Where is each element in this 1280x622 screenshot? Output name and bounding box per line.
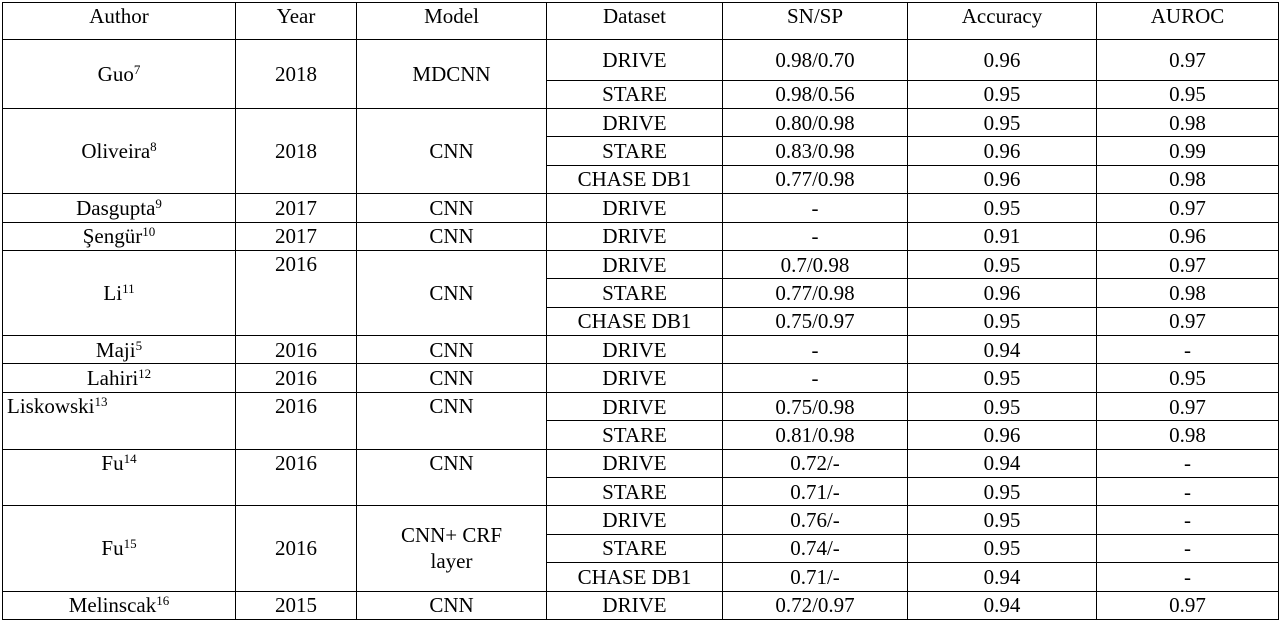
cell-dataset: STARE — [547, 80, 723, 108]
cell-year: 2017 — [236, 222, 357, 250]
author-ref: 12 — [138, 366, 152, 382]
cell-accuracy: 0.96 — [908, 137, 1097, 165]
cell-year: 2016 — [236, 449, 357, 506]
author-name: Fu — [101, 536, 124, 561]
author-name: Lahiri — [86, 366, 139, 391]
cell-sn-sp: 0.74/- — [723, 534, 908, 562]
cell-accuracy: 0.95 — [908, 534, 1097, 562]
cell-model: CNN — [357, 449, 547, 506]
cell-sn-sp: 0.75/0.98 — [723, 392, 908, 420]
cell-dataset: STARE — [547, 421, 723, 449]
cell-sn-sp: 0.76/- — [723, 506, 908, 534]
cell-auroc: 0.99 — [1097, 137, 1279, 165]
cell-accuracy: 0.95 — [908, 364, 1097, 392]
table-row — [3, 194, 1279, 222]
cell-author — [3, 364, 236, 392]
table-row — [3, 336, 1279, 364]
cell-year: 2018 — [236, 108, 357, 193]
cell-sn-sp: 0.77/0.98 — [723, 279, 908, 307]
cell-auroc: 0.96 — [1097, 222, 1279, 250]
cell-year: 2016 — [236, 506, 357, 591]
cell-dataset: CHASE DB1 — [547, 165, 723, 193]
cell-model: CNN — [357, 194, 547, 222]
cell-author — [3, 250, 236, 335]
cell-sn-sp: 0.72/- — [723, 449, 908, 477]
cell-accuracy: 0.95 — [908, 506, 1097, 534]
table-row — [3, 449, 1279, 477]
cell-sn-sp: 0.77/0.98 — [723, 165, 908, 193]
cell-year: 2017 — [236, 194, 357, 222]
author-name: Maji — [95, 337, 136, 362]
cell-year: 2016 — [236, 250, 357, 335]
author-ref: 10 — [142, 224, 156, 240]
cell-sn-sp: 0.80/0.98 — [723, 108, 908, 136]
cell-year: 2016 — [236, 392, 357, 449]
cell-auroc: 0.95 — [1097, 364, 1279, 392]
cell-accuracy: 0.94 — [908, 591, 1097, 619]
cell-sn-sp: 0.72/0.97 — [723, 591, 908, 619]
author-name: Fu — [101, 450, 124, 475]
cell-auroc: - — [1097, 478, 1279, 506]
author-ref: 14 — [123, 450, 137, 466]
table-row — [3, 392, 1279, 420]
cell-auroc: 0.97 — [1097, 392, 1279, 420]
cell-year: 2016 — [236, 364, 357, 392]
cell-accuracy: 0.95 — [908, 478, 1097, 506]
cell-dataset: DRIVE — [547, 108, 723, 136]
cell-dataset: STARE — [547, 534, 723, 562]
cell-model: CNN — [357, 364, 547, 392]
cell-sn-sp: 0.7/0.98 — [723, 250, 908, 278]
cell-author — [3, 449, 236, 506]
author-ref: 13 — [94, 393, 108, 409]
cell-sn-sp: 0.98/0.70 — [723, 40, 908, 81]
cell-author — [3, 222, 236, 250]
cell-accuracy: 0.94 — [908, 336, 1097, 364]
cell-accuracy: 0.96 — [908, 421, 1097, 449]
table-row — [3, 108, 1279, 136]
cell-accuracy: 0.95 — [908, 392, 1097, 420]
cell-auroc: - — [1097, 534, 1279, 562]
cell-year: 2018 — [236, 40, 357, 109]
cell-author — [3, 40, 236, 109]
cell-year: 2016 — [236, 336, 357, 364]
table-row — [3, 250, 1279, 278]
cell-auroc: 0.97 — [1097, 194, 1279, 222]
cell-dataset: DRIVE — [547, 194, 723, 222]
cell-author — [3, 392, 236, 449]
cell-accuracy: 0.91 — [908, 222, 1097, 250]
cell-dataset: DRIVE — [547, 336, 723, 364]
cell-dataset: CHASE DB1 — [547, 307, 723, 335]
cell-accuracy: 0.96 — [908, 165, 1097, 193]
cell-author — [3, 506, 236, 591]
author-ref: 7 — [133, 61, 141, 77]
cell-sn-sp: 0.75/0.97 — [723, 307, 908, 335]
cell-auroc: 0.98 — [1097, 108, 1279, 136]
header-auroc: AUROC — [1097, 3, 1279, 40]
table-row — [3, 364, 1279, 392]
cell-model: CNN — [357, 250, 547, 335]
cell-dataset: DRIVE — [547, 449, 723, 477]
author-name: Şengür — [82, 224, 143, 249]
cell-dataset: DRIVE — [547, 364, 723, 392]
header-model: Model — [357, 3, 547, 40]
cell-accuracy: 0.95 — [908, 108, 1097, 136]
cell-dataset: STARE — [547, 137, 723, 165]
table-row — [3, 222, 1279, 250]
cell-accuracy: 0.94 — [908, 449, 1097, 477]
cell-auroc: 0.97 — [1097, 307, 1279, 335]
cell-accuracy: 0.96 — [908, 40, 1097, 81]
author-ref: 16 — [156, 593, 170, 609]
cell-auroc: 0.98 — [1097, 279, 1279, 307]
cell-sn-sp: 0.81/0.98 — [723, 421, 908, 449]
cell-model: CNN — [357, 392, 547, 449]
cell-dataset: CHASE DB1 — [547, 563, 723, 591]
cell-accuracy: 0.95 — [908, 250, 1097, 278]
results-table — [2, 2, 1279, 620]
cell-model: CNN — [357, 222, 547, 250]
cell-accuracy: 0.96 — [908, 279, 1097, 307]
cell-accuracy: 0.95 — [908, 194, 1097, 222]
cell-model: CNN+ CRF layer — [357, 506, 547, 591]
cell-auroc: - — [1097, 563, 1279, 591]
cell-sn-sp: - — [723, 222, 908, 250]
author-ref: 8 — [150, 139, 157, 155]
cell-auroc: - — [1097, 336, 1279, 364]
cell-model: CNN — [357, 108, 547, 193]
cell-sn-sp: - — [723, 336, 908, 364]
header-dataset: Dataset — [547, 3, 723, 40]
author-name: Dasgupta — [76, 195, 156, 220]
cell-auroc: 0.97 — [1097, 591, 1279, 619]
cell-sn-sp: 0.98/0.56 — [723, 80, 908, 108]
header-author: Author — [3, 3, 236, 40]
author-name: Oliveira — [81, 139, 151, 164]
cell-accuracy: 0.95 — [908, 80, 1097, 108]
cell-auroc: 0.98 — [1097, 421, 1279, 449]
cell-dataset: STARE — [547, 279, 723, 307]
header-accuracy: Accuracy — [908, 3, 1097, 40]
cell-auroc: 0.97 — [1097, 40, 1279, 81]
author-name: Li — [103, 280, 123, 305]
cell-model: MDCNN — [357, 40, 547, 109]
table-row — [3, 591, 1279, 619]
cell-auroc: 0.95 — [1097, 80, 1279, 108]
header-row — [3, 3, 1279, 40]
cell-sn-sp: - — [723, 364, 908, 392]
cell-author — [3, 591, 236, 619]
cell-sn-sp: - — [723, 194, 908, 222]
cell-dataset: DRIVE — [547, 250, 723, 278]
cell-sn-sp: 0.71/- — [723, 478, 908, 506]
cell-dataset: DRIVE — [547, 506, 723, 534]
header-sn-sp: SN/SP — [723, 3, 908, 40]
cell-accuracy: 0.94 — [908, 563, 1097, 591]
author-name: Liskowski — [7, 393, 95, 418]
cell-sn-sp: 0.71/- — [723, 563, 908, 591]
header-year: Year — [236, 3, 357, 40]
cell-accuracy: 0.95 — [908, 307, 1097, 335]
cell-dataset: DRIVE — [547, 591, 723, 619]
cell-dataset: DRIVE — [547, 392, 723, 420]
table-row — [3, 506, 1279, 534]
author-name: Melinscak — [68, 593, 157, 618]
cell-dataset: STARE — [547, 478, 723, 506]
cell-sn-sp: 0.83/0.98 — [723, 137, 908, 165]
cell-model: CNN — [357, 591, 547, 619]
cell-author — [3, 194, 236, 222]
table-row — [3, 40, 1279, 81]
cell-dataset: DRIVE — [547, 40, 723, 81]
author-ref: 9 — [155, 195, 162, 211]
cell-author — [3, 336, 236, 364]
cell-year: 2015 — [236, 591, 357, 619]
cell-auroc: 0.97 — [1097, 250, 1279, 278]
author-ref: 15 — [123, 536, 137, 552]
author-name: Guo — [97, 61, 134, 86]
cell-auroc: - — [1097, 449, 1279, 477]
cell-auroc: - — [1097, 506, 1279, 534]
cell-author — [3, 108, 236, 193]
cell-dataset: DRIVE — [547, 222, 723, 250]
cell-model: CNN — [357, 336, 547, 364]
cell-auroc: 0.98 — [1097, 165, 1279, 193]
author-ref: 11 — [122, 280, 135, 296]
author-ref: 5 — [135, 337, 143, 353]
